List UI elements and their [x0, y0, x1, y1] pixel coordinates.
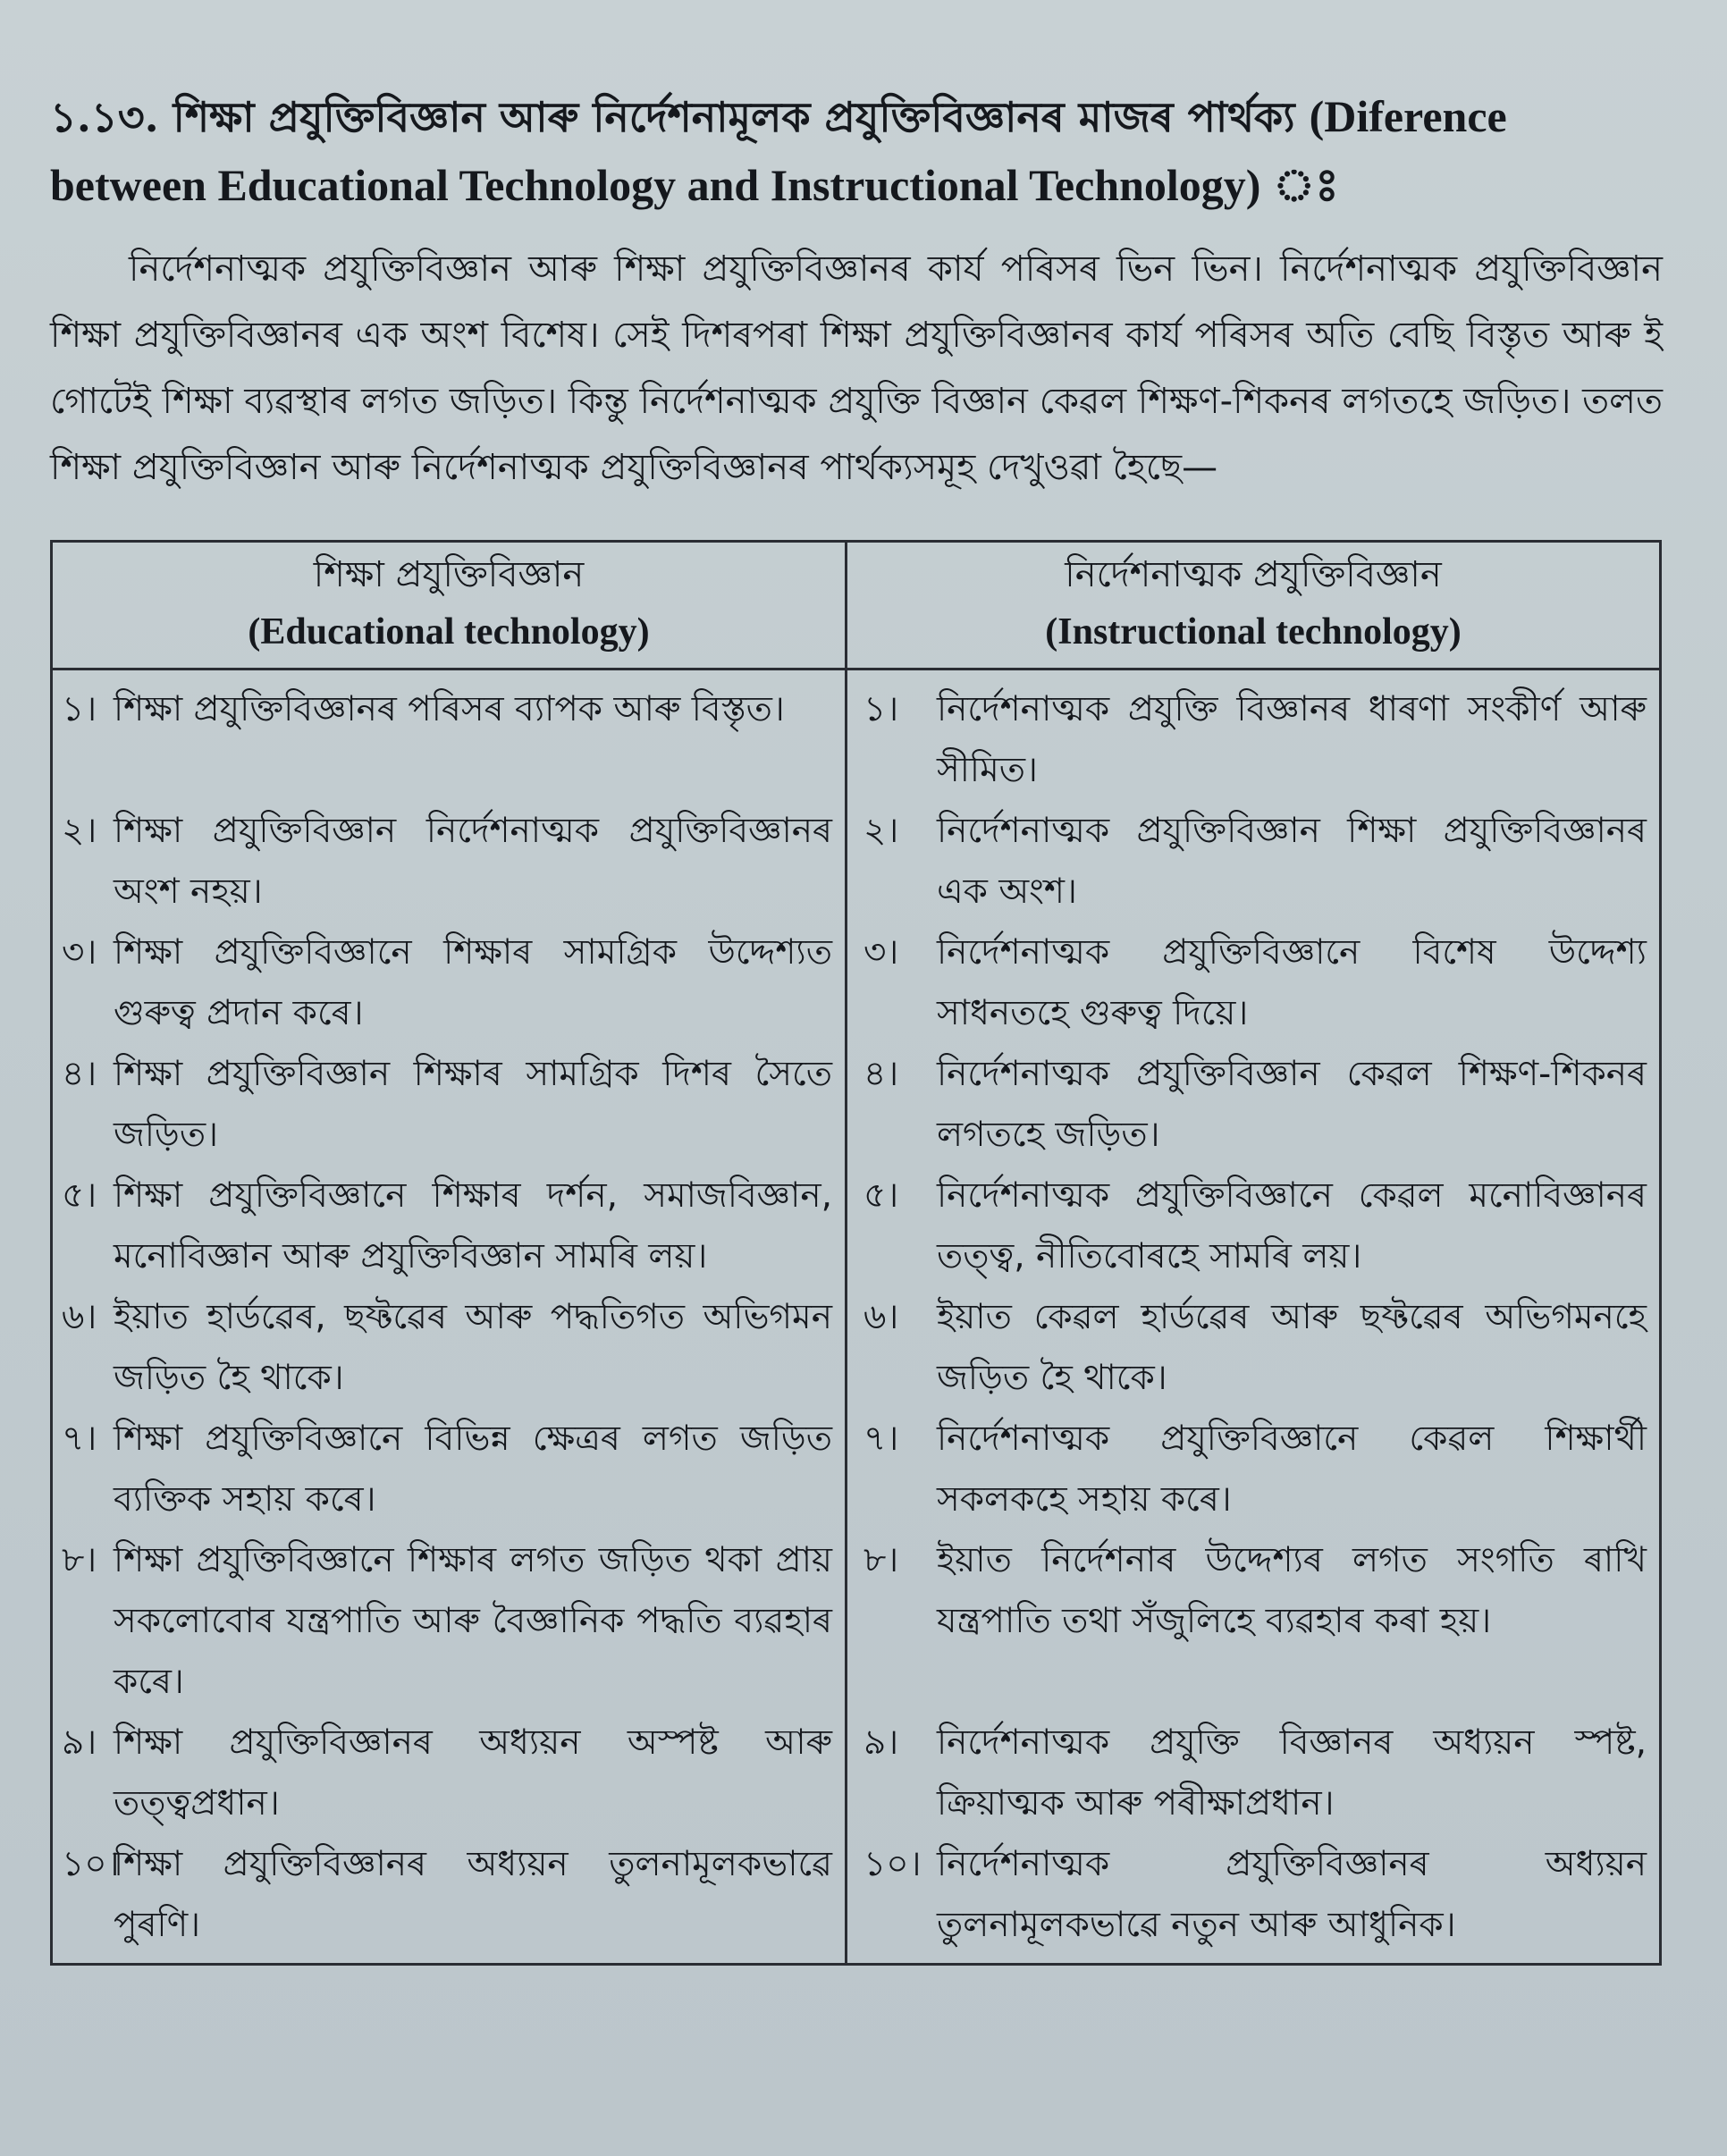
- item-number: ৩।: [864, 932, 899, 973]
- section-title-english: (Diference between Educational Technology and Instructional Technology) ঃ: [50, 91, 1507, 210]
- item-text: নিৰ্দেশনাত্মক প্ৰযুক্তি বিজ্ঞানৰ ধাৰণা সংকীৰ্ণ আৰু সীমিত।: [937, 689, 1647, 790]
- item-text: নিৰ্দেশনাত্মক প্ৰযুক্তি বিজ্ঞানৰ অধ্যয়ন স্পষ্ট, ক্ৰিয়াত্মক আৰু পৰীক্ষাপ্ৰধান।: [937, 1722, 1647, 1823]
- list-item: [62, 1166, 832, 1287]
- item-number: ৮।: [864, 1540, 899, 1580]
- item-number: ৪।: [62, 1054, 97, 1094]
- item-number: ১০।: [864, 1844, 922, 1884]
- item-text: শিক্ষা প্ৰযুক্তিবিজ্ঞানৰ অধ্যয়ন অস্পষ্ট আৰু তত্ত্বপ্ৰধান।: [114, 1722, 832, 1823]
- item-text: শিক্ষা প্ৰযুক্তিবিজ্ঞানে বিভিন্ন ক্ষেত্ৰৰ লগত জড়িত ব্যক্তিক সহায় কৰে।: [114, 1419, 832, 1520]
- header-right-assamese: নিৰ্দেশনাত্মক প্ৰযুক্তিবিজ্ঞান: [1065, 554, 1442, 595]
- section-title-assamese: শিক্ষা প্ৰযুক্তিবিজ্ঞান আৰু নিৰ্দেশনামূলক প্ৰযুক্তিবিজ্ঞানৰ মাজৰ পাৰ্থক্য: [173, 93, 1295, 141]
- table-body-row: [52, 670, 1661, 1965]
- list-item: [864, 1166, 1647, 1287]
- list-item: [62, 922, 832, 1044]
- item-text: শিক্ষা প্ৰযুক্তিবিজ্ঞানৰ অধ্যয়ন তুলনামূলকভাৱে পুৰণি।: [114, 1844, 832, 1945]
- left-point-list: [53, 670, 845, 1963]
- list-item: [864, 1713, 1647, 1834]
- intro-paragraph: নিৰ্দেশনাত্মক প্ৰযুক্তিবিজ্ঞান আৰু শিক্ষা প্ৰযুক্তিবিজ্ঞানৰ কাৰ্য পৰিসৰ ভিন ভিন। নিৰ্দেশনাত্মক প্ৰযুক্তিবিজ্ঞান শিক্ষা প্ৰযুক্তিবিজ্ঞানৰ এক অংশ বিশেষ। সেই দিশৰপৰা শিক্ষা প্ৰযুক্তিবিজ্ঞানৰ কাৰ্য পৰিসৰ অতি বেছি বিস্তৃত আৰু ই গোটেই শিক্ষা ব্যৱস্থাৰ লগত জড়িত। কিন্তু নিৰ্দেশনাত্মক প্ৰযুক্তি বিজ্ঞান কেৱল শিক্ষণ-শিকনৰ লগতহে জড়িত। তলত শিক্ষা প্ৰযুক্তিবিজ্ঞান আৰু নিৰ্দেশনাত্মক প্ৰযুক্তিবিজ্ঞানৰ পাৰ্থক্যসমূহ দেখুওৱা হৈছে—: [50, 248, 1663, 488]
- table-header-row: [52, 542, 1661, 670]
- list-item: [864, 1044, 1647, 1166]
- list-item: [62, 801, 832, 922]
- item-text: শিক্ষা প্ৰযুক্তিবিজ্ঞানৰ পৰিসৰ ব্যাপক আৰু বিস্তৃত।: [114, 689, 785, 729]
- item-number: ৮।: [62, 1540, 97, 1580]
- item-number: ৯।: [62, 1722, 97, 1763]
- header-right-english: (Instructional technology): [1045, 611, 1462, 653]
- list-item: [864, 1409, 1647, 1530]
- list-item: [62, 1287, 832, 1409]
- item-text: শিক্ষা প্ৰযুক্তিবিজ্ঞান নিৰ্দেশনাত্মক প্ৰযুক্তিবিজ্ঞানৰ অংশ নহয়।: [114, 811, 832, 912]
- item-number: ১।: [864, 689, 899, 729]
- item-number: ৯।: [864, 1722, 899, 1763]
- list-item: [864, 1834, 1647, 1956]
- item-number: ২।: [62, 811, 97, 851]
- item-text: নিৰ্দেশনাত্মক প্ৰযুক্তিবিজ্ঞানৰ অধ্যয়ন তুলনামূলকভাৱে নতুন আৰু আধুনিক।: [937, 1844, 1647, 1945]
- item-number: ৩।: [62, 932, 97, 973]
- item-number: ১০।: [62, 1844, 120, 1884]
- header-left-english: (Educational technology): [248, 611, 650, 653]
- header-instructional-technology: [847, 542, 1661, 670]
- item-text: ইয়াত নিৰ্দেশনাৰ উদ্দেশ্যৰ লগত সংগতি ৰাখি যন্ত্ৰপাতি তথা সঁজুলিহে ব্যৱহাৰ কৰা হয়।: [937, 1540, 1647, 1641]
- list-item: [62, 1044, 832, 1166]
- item-number: ৫।: [864, 1175, 899, 1216]
- item-number: ৬।: [864, 1297, 899, 1337]
- item-number: ৫।: [62, 1175, 97, 1216]
- item-text: শিক্ষা প্ৰযুক্তিবিজ্ঞানে শিক্ষাৰ দৰ্শন, সমাজবিজ্ঞান, মনোবিজ্ঞান আৰু প্ৰযুক্তিবিজ্ঞান সামৰি লয়।: [114, 1175, 832, 1276]
- item-text: শিক্ষা প্ৰযুক্তিবিজ্ঞানে শিক্ষাৰ লগত জড়িত থকা প্ৰায় সকলোবোৰ যন্ত্ৰপাতি আৰু বৈজ্ঞানিক পদ্ধতি ব্যৱহাৰ কৰে।: [114, 1540, 832, 1702]
- item-number: ১।: [62, 689, 97, 729]
- list-item: [62, 1409, 832, 1530]
- right-point-list: [847, 670, 1659, 1963]
- header-educational-technology: [52, 542, 847, 670]
- list-item: [864, 922, 1647, 1044]
- item-text: নিৰ্দেশনাত্মক প্ৰযুক্তিবিজ্ঞানে কেৱল শিক্ষাৰ্থী সকলকহে সহায় কৰে।: [937, 1419, 1647, 1520]
- item-number: ৪।: [864, 1054, 899, 1094]
- item-text: নিৰ্দেশনাত্মক প্ৰযুক্তিবিজ্ঞান শিক্ষা প্ৰযুক্তিবিজ্ঞানৰ এক অংশ।: [937, 811, 1647, 912]
- list-item: [62, 1530, 832, 1713]
- educational-technology-column: [52, 670, 847, 1965]
- item-text: নিৰ্দেশনাত্মক প্ৰযুক্তিবিজ্ঞানে কেৱল মনোবিজ্ঞানৰ তত্ত্ব, নীতিবোৰহে সামৰি লয়।: [937, 1175, 1647, 1276]
- item-number: ৭।: [62, 1419, 97, 1459]
- list-item: [864, 1530, 1647, 1713]
- item-text: ইয়াত কেৱল হাৰ্ডৱেৰ আৰু ছফ্টৱেৰ অভিগমনহে জড়িত হৈ থাকে।: [937, 1297, 1647, 1398]
- item-text: ইয়াত হাৰ্ডৱেৰ, ছফ্টৱেৰ আৰু পদ্ধতিগত অভিগমন জড়িত হৈ থাকে।: [114, 1297, 832, 1398]
- list-item: [864, 679, 1647, 801]
- item-text: শিক্ষা প্ৰযুক্তিবিজ্ঞানে শিক্ষাৰ সামগ্ৰিক উদ্দেশ্যত গুৰুত্ব প্ৰদান কৰে।: [114, 932, 832, 1033]
- section-heading: [50, 82, 1663, 220]
- header-left-assamese: শিক্ষা প্ৰযুক্তিবিজ্ঞান: [313, 554, 585, 595]
- item-number: ৬।: [62, 1297, 97, 1337]
- item-text: নিৰ্দেশনাত্মক প্ৰযুক্তিবিজ্ঞানে বিশেষ উদ্দেশ্য সাধনতহে গুৰুত্ব দিয়ে।: [937, 932, 1647, 1033]
- item-text: শিক্ষা প্ৰযুক্তিবিজ্ঞান শিক্ষাৰ সামগ্ৰিক দিশৰ সৈতে জড়িত।: [114, 1054, 832, 1155]
- comparison-table: [50, 540, 1662, 1966]
- section-number: ১.১৩.: [50, 93, 159, 141]
- item-text: নিৰ্দেশনাত্মক প্ৰযুক্তিবিজ্ঞান কেৱল শিক্ষণ-শিকনৰ লগতহে জড়িত।: [937, 1054, 1647, 1155]
- item-number: ২।: [864, 811, 899, 851]
- list-item: [62, 1834, 832, 1956]
- instructional-technology-column: [847, 670, 1661, 1965]
- list-item: [864, 801, 1647, 922]
- list-item: [864, 1287, 1647, 1409]
- list-item: [62, 679, 832, 801]
- list-item: [62, 1713, 832, 1834]
- item-number: ৭।: [864, 1419, 899, 1459]
